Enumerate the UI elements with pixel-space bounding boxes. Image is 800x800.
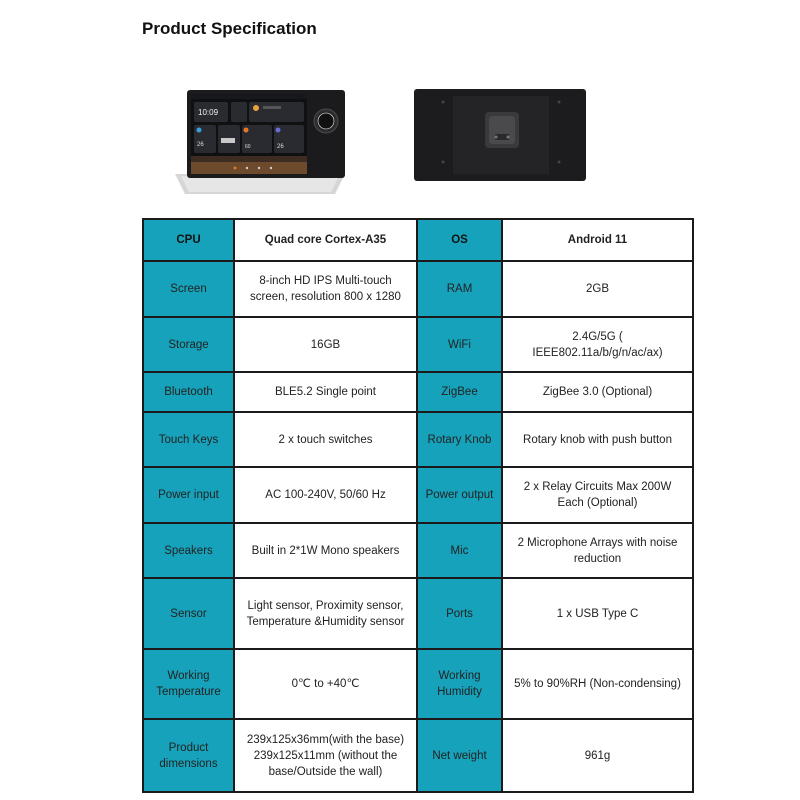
spec-label: Bluetooth <box>143 372 234 412</box>
spec-value: 239x125x36mm(with the base) 239x125x11mm (without the base/Outside the wall) <box>234 719 417 792</box>
spec-value: 2GB <box>502 261 693 317</box>
spec-row <box>143 317 693 372</box>
spec-value: ZigBee 3.0 (Optional) <box>502 372 693 412</box>
spec-row <box>143 719 693 792</box>
spec-value: 2 x Relay Circuits Max 200W Each (Optional) <box>502 467 693 523</box>
spec-value: 0℃ to +40℃ <box>234 649 417 719</box>
spec-label: ZigBee <box>417 372 502 412</box>
device-temp-c: 60 <box>245 144 251 150</box>
spec-label: Screen <box>143 261 234 317</box>
spec-label: Sensor <box>143 578 234 649</box>
spec-row <box>143 578 693 649</box>
spec-label: Storage <box>143 317 234 372</box>
spec-value: Light sensor, Proximity sensor, Temperature &Humidity sensor <box>234 578 417 649</box>
page-title: Product Specification <box>142 19 317 38</box>
spec-value: AC 100-240V, 50/60 Hz <box>234 467 417 523</box>
spec-label: Product dimensions <box>143 719 234 792</box>
spec-value: 1 x USB Type C <box>502 578 693 649</box>
spec-label: Speakers <box>143 523 234 578</box>
device-front-image <box>175 88 345 194</box>
spec-label: Net weight <box>417 719 502 792</box>
device-time: 10:09 <box>198 108 219 117</box>
device-temp-b: 26 <box>277 144 284 150</box>
spec-label: Touch Keys <box>143 412 234 467</box>
spec-row <box>143 261 693 317</box>
spec-value: BLE5.2 Single point <box>234 372 417 412</box>
spec-label: Mic <box>417 523 502 578</box>
spec-table <box>142 218 694 793</box>
spec-label: Power input <box>143 467 234 523</box>
spec-value: Built in 2*1W Mono speakers <box>234 523 417 578</box>
spec-value: 961g <box>502 719 693 792</box>
spec-row <box>143 467 693 523</box>
spec-value: 2.4G/5G ( IEEE802.11a/b/g/n/ac/ax) <box>502 317 693 372</box>
spec-label: WiFi <box>417 317 502 372</box>
spec-row <box>143 219 693 261</box>
spec-label: CPU <box>143 219 234 261</box>
spec-value: 16GB <box>234 317 417 372</box>
spec-value: 2 x touch switches <box>234 412 417 467</box>
device-back-image <box>413 88 587 182</box>
spec-value: 8-inch HD IPS Multi-touch screen, resolution 800 x 1280 <box>234 261 417 317</box>
spec-value: 5% to 90%RH (Non-condensing) <box>502 649 693 719</box>
spec-row <box>143 412 693 467</box>
device-temp-a: 26 <box>197 142 204 148</box>
spec-label: Rotary Knob <box>417 412 502 467</box>
spec-value: Quad core Cortex-A35 <box>234 219 417 261</box>
spec-label: Working Temperature <box>143 649 234 719</box>
spec-label: RAM <box>417 261 502 317</box>
spec-value: 2 Microphone Arrays with noise reduction <box>502 523 693 578</box>
spec-label: OS <box>417 219 502 261</box>
spec-label: Working Humidity <box>417 649 502 719</box>
spec-row <box>143 372 693 412</box>
spec-value: Android 11 <box>502 219 693 261</box>
spec-label: Power output <box>417 467 502 523</box>
spec-label: Ports <box>417 578 502 649</box>
spec-row <box>143 523 693 578</box>
spec-value: Rotary knob with push button <box>502 412 693 467</box>
spec-row <box>143 649 693 719</box>
